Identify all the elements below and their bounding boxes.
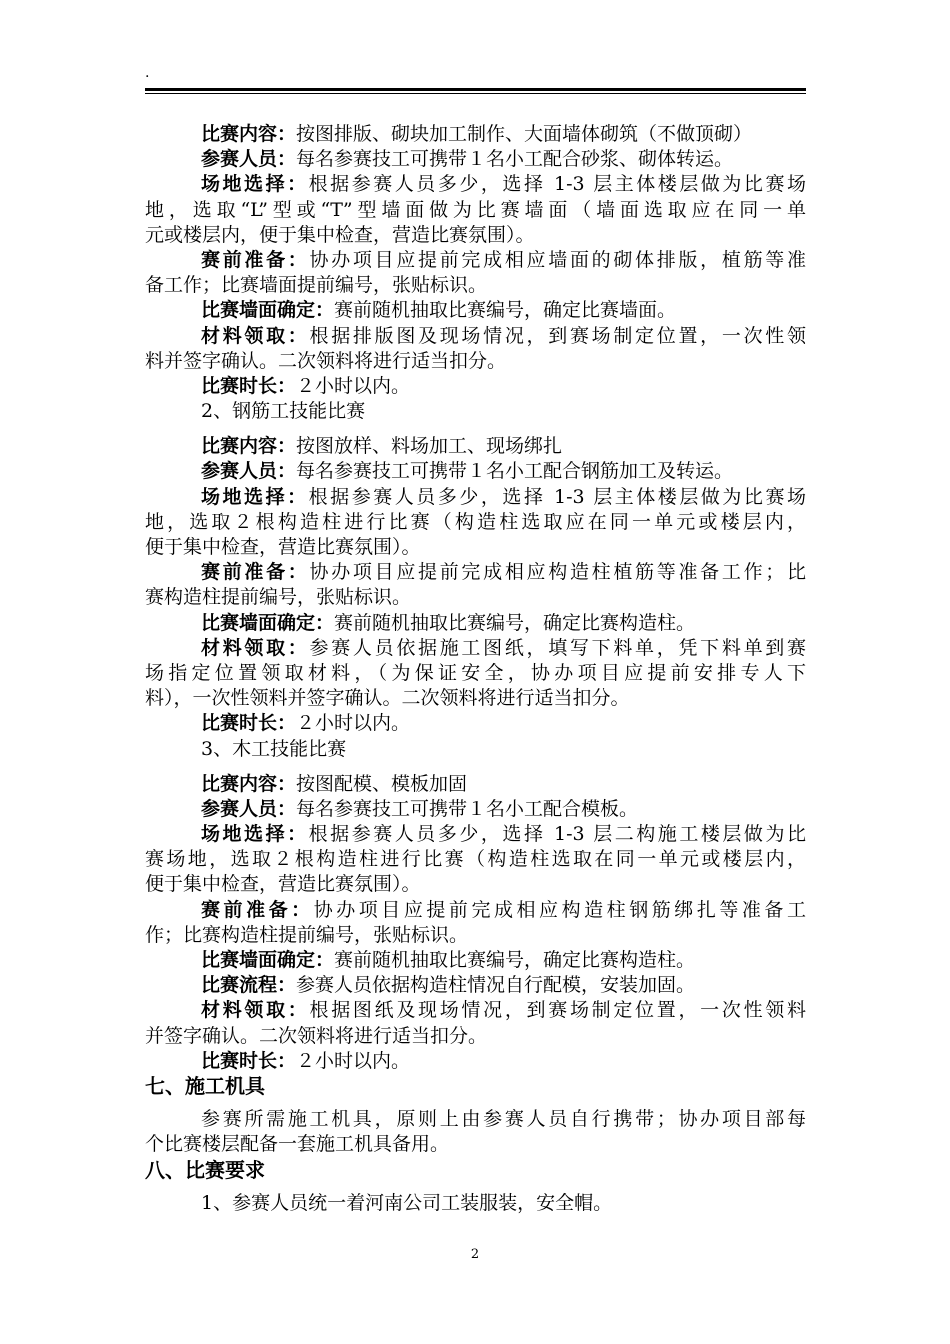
paragraph-label: 场地选择： bbox=[201, 485, 309, 508]
paragraph-line bbox=[145, 998, 806, 1023]
paragraph-line bbox=[145, 822, 806, 847]
paragraph-line bbox=[145, 459, 806, 484]
paragraph-label: 参赛人员： bbox=[201, 797, 297, 820]
paragraph bbox=[145, 998, 806, 1048]
paragraph-text: 赛构造柱提前编号，张贴标识。 bbox=[145, 586, 412, 609]
paragraph-label: 比赛时长： bbox=[201, 712, 297, 735]
paragraph-text: 1、参赛人员统一着河南公司工装服装，安全帽。 bbox=[201, 1191, 613, 1214]
paragraph-label: 比赛墙面确定： bbox=[201, 949, 335, 971]
paragraph-line bbox=[145, 273, 806, 298]
paragraph-line bbox=[145, 434, 806, 459]
paragraph-label: 材料领取： bbox=[201, 999, 310, 1022]
paragraph-line bbox=[145, 324, 806, 349]
header-rule bbox=[145, 88, 806, 91]
paragraph-text: 协办项目应提前完成相应构造柱植筋等准备工作；比 bbox=[309, 561, 806, 584]
paragraph-text: 便于集中检查，营造比赛氛围）。 bbox=[145, 873, 421, 896]
paragraph-line bbox=[145, 1024, 806, 1049]
paragraph-text: 每名参赛技工可携带１名小工配合钢筋加工及转运。 bbox=[296, 460, 734, 483]
paragraph-text: 场指定位置领取材料，（为保证安全，协办项目应提前安排专人下 bbox=[145, 661, 806, 684]
paragraph bbox=[145, 797, 806, 822]
paragraph-text: 根据参赛人员多少，选择 1-3 层主体楼层做为比赛场 bbox=[308, 485, 806, 508]
document-body bbox=[145, 122, 806, 1216]
paragraph-label: 赛前准备： bbox=[201, 898, 314, 921]
paragraph bbox=[145, 298, 806, 323]
paragraph-text: 参赛人员依据施工图纸，填写下料单，凭下料单到赛 bbox=[309, 636, 806, 659]
paragraph bbox=[145, 636, 806, 712]
paragraph-line bbox=[145, 1132, 806, 1157]
paragraph-line bbox=[145, 374, 806, 399]
paragraph-label: 比赛时长： bbox=[201, 374, 297, 397]
paragraph bbox=[145, 1107, 806, 1157]
paragraph bbox=[145, 459, 806, 484]
paragraph bbox=[145, 711, 806, 736]
paragraph-text: 地，选取“L”型或“T”型墙面做为比赛墙面（墙面选取应在同一单 bbox=[145, 198, 806, 221]
paragraph bbox=[145, 434, 806, 459]
paragraph-text: 赛前随机抽取比赛编号，确定比赛构造柱。 bbox=[334, 611, 696, 634]
paragraph-line bbox=[145, 147, 806, 172]
paragraph-line bbox=[145, 172, 806, 197]
paragraph-label: 比赛墙面确定： bbox=[201, 299, 335, 322]
paragraph-text: 根据参赛人员多少，选择 1-3 层主体楼层做为比赛场 bbox=[308, 173, 806, 196]
paragraph bbox=[145, 973, 806, 998]
paragraph bbox=[145, 172, 806, 248]
paragraph-label: 参赛人员： bbox=[201, 148, 297, 171]
paragraph-line bbox=[145, 122, 806, 147]
paragraph-text: 参赛所需施工机具，原则上由参赛人员自行携带；协办项目部每 bbox=[201, 1108, 806, 1131]
paragraph-line bbox=[145, 248, 806, 273]
paragraph-label: 场地选择： bbox=[201, 173, 309, 196]
paragraph-line bbox=[145, 198, 806, 223]
paragraph-line bbox=[145, 661, 806, 686]
paragraph-text: 协办项目应提前完成相应构造柱钢筋绑扎等准备工 bbox=[313, 898, 806, 921]
paragraph-text: 按图排版、砌块加工制作、大面墙体砌筑（不做顶砌） bbox=[296, 123, 753, 145]
paragraph bbox=[145, 1191, 806, 1216]
paragraph-line bbox=[145, 872, 806, 897]
paragraph-line bbox=[145, 1049, 806, 1074]
paragraph-text: 协办项目应提前完成相应墙面的砌体排版，植筋等准 bbox=[309, 248, 806, 271]
paragraph-line bbox=[145, 686, 806, 711]
paragraph-line bbox=[145, 585, 806, 610]
paragraph-label: 材料领取： bbox=[201, 324, 310, 347]
paragraph bbox=[145, 147, 806, 172]
paragraph-label: 比赛内容： bbox=[201, 435, 297, 458]
section-title: 3、木工技能比赛 bbox=[201, 737, 347, 760]
paragraph bbox=[145, 898, 806, 948]
paragraph-label: 参赛人员： bbox=[201, 460, 297, 483]
paragraph-line bbox=[145, 797, 806, 822]
paragraph-line bbox=[145, 485, 806, 510]
paragraph bbox=[145, 485, 806, 561]
paragraph bbox=[145, 122, 806, 147]
paragraph-line bbox=[145, 847, 806, 872]
paragraph-text: 地，选取２根构造柱进行比赛（构造柱选取应在同一单元或楼层内， bbox=[145, 510, 806, 533]
paragraph-label: 比赛内容： bbox=[201, 123, 297, 145]
paragraph bbox=[145, 611, 806, 636]
paragraph-text: 赛前随机抽取比赛编号，确定比赛墙面。 bbox=[334, 299, 677, 322]
paragraph-text: 赛场地，选取２根构造柱进行比赛（构造柱选取在同一单元或楼层内， bbox=[145, 848, 806, 871]
paragraph-text: 根据排版图及现场情况，到赛场制定位置，一次性领 bbox=[309, 324, 806, 347]
paragraph-line bbox=[145, 898, 806, 923]
paragraph-line bbox=[145, 349, 806, 374]
paragraph bbox=[145, 560, 806, 610]
paragraph-text: ２小时以内。 bbox=[296, 1049, 411, 1072]
paragraph bbox=[145, 248, 806, 298]
chapter-heading: 八、比赛要求 bbox=[145, 1157, 265, 1182]
paragraph-text: 元或楼层内，便于集中检查，营造比赛氛围）。 bbox=[145, 223, 535, 246]
paragraph-line bbox=[145, 510, 806, 535]
paragraph-text: 并签字确认。二次领料将进行适当扣分。 bbox=[145, 1024, 488, 1047]
paragraph-line bbox=[145, 923, 806, 948]
paragraph-line bbox=[145, 636, 806, 661]
paragraph-text: ２小时以内。 bbox=[296, 712, 411, 735]
paragraph-line bbox=[145, 711, 806, 736]
paragraph-line bbox=[145, 973, 806, 998]
paragraph-text: ２小时以内。 bbox=[296, 374, 411, 397]
paragraph-label: 赛前准备： bbox=[201, 248, 310, 271]
paragraph-label: 比赛内容： bbox=[201, 772, 297, 795]
paragraph-line bbox=[145, 535, 806, 560]
paragraph-line bbox=[145, 560, 806, 585]
header-rule-thin bbox=[145, 93, 806, 94]
paragraph bbox=[145, 374, 806, 399]
paragraph bbox=[145, 1049, 806, 1074]
paragraph-text: 每名参赛技工可携带１名小工配合砂浆、砌体转运。 bbox=[296, 148, 734, 171]
paragraph-label: 赛前准备： bbox=[201, 561, 310, 584]
paragraph-label: 比赛流程： bbox=[201, 974, 297, 997]
paragraph-text: 参赛人员依据构造柱情况自行配模，安装加固。 bbox=[296, 974, 696, 997]
paragraph-text: 赛前随机抽取比赛编号，确定比赛构造柱。 bbox=[334, 949, 696, 971]
paragraph-label: 场地选择： bbox=[201, 823, 309, 846]
paragraph-text: 每名参赛技工可携带１名小工配合模板。 bbox=[296, 797, 639, 820]
paragraph bbox=[145, 324, 806, 374]
paragraph-line bbox=[145, 1191, 806, 1216]
section-title: 2、钢筋工技能比赛 bbox=[201, 400, 366, 423]
paragraph-text: 个比赛楼层配备一套施工机具备用。 bbox=[145, 1133, 450, 1156]
paragraph-text: 便于集中检查，营造比赛氛围）。 bbox=[145, 536, 421, 558]
paragraph-label: 材料领取： bbox=[201, 636, 310, 659]
paragraph-text: 作；比赛构造柱提前编号，张贴标识。 bbox=[145, 923, 469, 946]
paragraph-label: 比赛时长： bbox=[201, 1049, 297, 1072]
paragraph-line bbox=[145, 1107, 806, 1132]
paragraph-line bbox=[145, 948, 806, 973]
header-mark: . bbox=[145, 65, 150, 81]
paragraph-text: 料并签字确认。二次领料将进行适当扣分。 bbox=[145, 349, 507, 372]
paragraph-line bbox=[145, 611, 806, 636]
paragraph-line bbox=[145, 223, 806, 248]
paragraph-text: 料），一次性领料并签字确认。二次领料将进行适当扣分。 bbox=[145, 687, 630, 710]
paragraph-text: 根据参赛人员多少，选择 1-3 层二构施工楼层做为比 bbox=[308, 823, 806, 846]
paragraph-text: 按图配模、模板加固 bbox=[296, 772, 468, 795]
page-number: 2 bbox=[470, 1247, 480, 1262]
paragraph bbox=[145, 822, 806, 898]
paragraph-text: 备工作；比赛墙面提前编号，张贴标识。 bbox=[145, 274, 488, 297]
chapter-heading: 七、施工机具 bbox=[145, 1073, 265, 1098]
paragraph bbox=[145, 948, 806, 973]
paragraph-line bbox=[145, 772, 806, 797]
paragraph bbox=[145, 772, 806, 797]
paragraph-text: 按图放样、料场加工、现场绑扎 bbox=[296, 435, 563, 458]
paragraph-text: 根据图纸及现场情况，到赛场制定位置，一次性领料 bbox=[309, 999, 806, 1022]
paragraph-line bbox=[145, 298, 806, 323]
paragraph-label: 比赛墙面确定： bbox=[201, 611, 335, 634]
